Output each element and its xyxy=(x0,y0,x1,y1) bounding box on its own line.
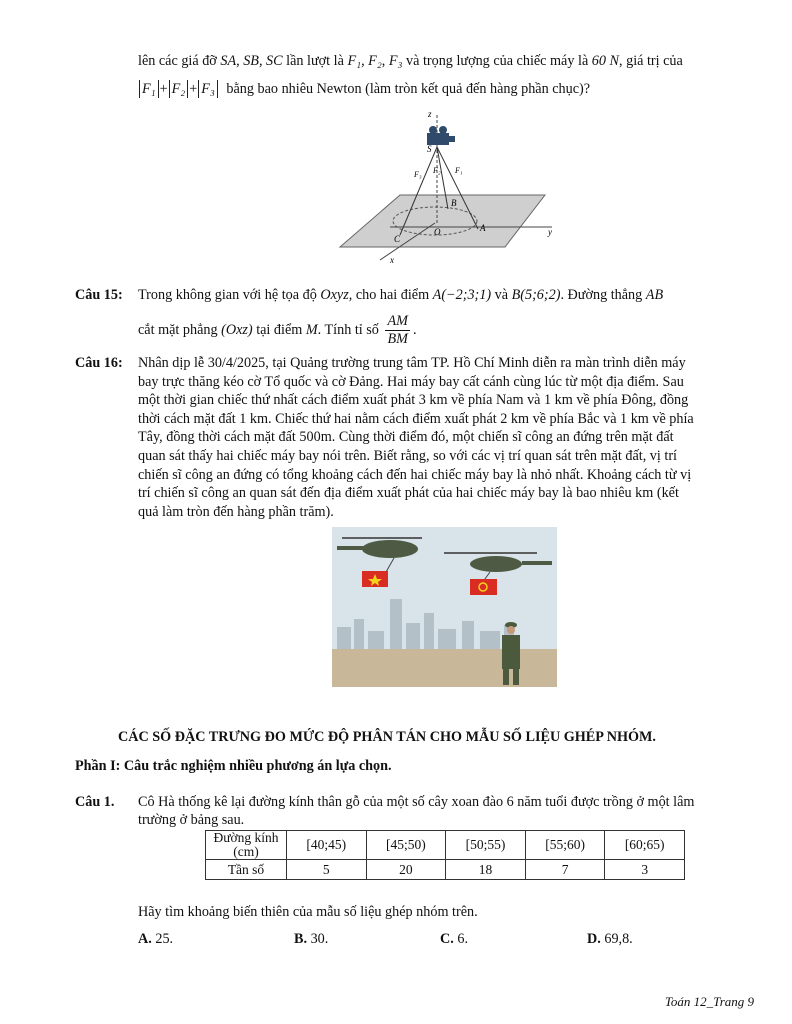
option-c[interactable] xyxy=(440,930,468,948)
option-text: 6. xyxy=(457,931,468,947)
header-unit: (cm) xyxy=(233,844,259,859)
section-title: CÁC SỐ ĐẶC TRƯNG ĐO MỨC ĐỘ PHÂN TÁN CHO MẪU SỐ LIỆU GHÉP NHÓM. xyxy=(118,729,656,745)
q16-line: chiến sĩ công an đứng có tổng khoảng cách đến hai chiếc máy bay là nhỏ nhất. Khoảng cách từ vị xyxy=(138,466,692,483)
page-footer: Toán 12_Trang 9 xyxy=(664,994,754,1009)
q15-label: Câu 15: xyxy=(75,287,123,303)
text: . Tính tỉ số xyxy=(317,322,379,338)
freq-cell: 20 xyxy=(366,860,446,880)
abs-f1: F₁ xyxy=(139,80,159,98)
interval-cell: [50;55) xyxy=(446,831,526,860)
text: cắt mặt phẳng xyxy=(138,322,218,338)
label-s: S xyxy=(427,144,432,154)
fraction-denominator: BM xyxy=(387,331,408,348)
text: lần lượt là xyxy=(286,53,344,69)
q1-line-2: trường ở bảng sau. xyxy=(138,812,245,828)
text: và trọng lượng của chiếc máy là xyxy=(406,53,589,69)
tripod-figure xyxy=(330,105,560,265)
q1-question: Hãy tìm khoảng biến thiên của mẫu số liệu ghép nhóm trên. xyxy=(138,904,478,920)
plus: + xyxy=(189,81,198,97)
q16-line: trí chiến sĩ công an quan sát đến địa điểm xuất phát của hai chiếc máy bay là bao nhiêu km (kết xyxy=(138,485,679,502)
q16-line: Nhân dịp lễ 30/4/2025, tại Quảng trường trung tâm TP. Hồ Chí Minh diễn ra màn trình diễn máy xyxy=(138,355,686,371)
text: , cho hai điểm xyxy=(348,287,430,303)
freq-label-cell: Tần số xyxy=(206,860,287,880)
freq-cell: 3 xyxy=(605,860,685,880)
text: , giá trị của xyxy=(619,53,683,69)
q1-label: Câu 1. xyxy=(75,794,115,810)
option-text: 69,8. xyxy=(604,931,633,947)
header-cell xyxy=(206,831,287,860)
q16-line: quả làm tròn đến hàng phần trăm). xyxy=(138,503,334,520)
ground xyxy=(332,649,557,687)
header-label: Đường kính xyxy=(213,830,279,845)
text: . Đường thẳng xyxy=(560,287,643,303)
ratio-fraction xyxy=(385,313,410,348)
q16-line: thời cách mặt đất 1 km. Chiếc thứ hai nằm cách điểm xuất phát 2 km về phía Bắc và 1 km về phía xyxy=(138,410,694,427)
flag-party xyxy=(470,579,497,595)
option-key: A. xyxy=(138,931,152,947)
flag-vietnam xyxy=(362,571,388,587)
option-text: 30. xyxy=(310,931,329,947)
text: và xyxy=(494,287,509,303)
table-row xyxy=(206,831,685,860)
label-a: A xyxy=(480,223,486,233)
freq-cell: 5 xyxy=(287,860,367,880)
coord-system: Oxyz xyxy=(320,287,349,303)
interval-cell: [45;50) xyxy=(366,831,446,860)
text: lên các giá đỡ xyxy=(138,53,217,69)
plus: + xyxy=(159,81,168,97)
plane-oxz: (Oxz) xyxy=(221,322,253,338)
intro-line-1: lên các giá đỡ SA, SB, SC lần lượt là F₁, F₂, F₃ và trọng lượng của chiếc máy là 60 N, giá trị của xyxy=(138,53,683,69)
line-ab: AB xyxy=(645,287,664,303)
text: SA, SB, SC xyxy=(220,53,283,69)
label-y: y xyxy=(548,227,552,237)
label-x: x xyxy=(390,255,394,265)
interval-cell: [40;45) xyxy=(287,831,367,860)
label-f3: F₃ xyxy=(414,170,422,179)
q16-line: một thời gian chiếc thứ nhất cách điểm xuất phát 3 km về phía Nam và 1 km về phía Đông, đồng xyxy=(138,392,689,409)
option-key: D. xyxy=(587,931,601,947)
fraction-numerator: AM xyxy=(387,313,408,330)
abs-f2: F₂ xyxy=(169,80,189,98)
interval-cell: [60;65) xyxy=(605,831,685,860)
abs-f3: F₃ xyxy=(198,80,218,98)
intro-line-2 xyxy=(138,80,590,98)
text: tại điểm xyxy=(256,322,303,338)
label-o: O xyxy=(434,227,441,237)
label-c: C xyxy=(394,234,401,244)
freq-cell: 7 xyxy=(525,860,605,880)
q16-line: bay trực thăng kéo cờ Tổ quốc và cờ Đảng. Hai máy bay cất cánh cùng lúc từ một địa điểm. Sau xyxy=(138,373,684,390)
option-key: C. xyxy=(440,931,454,947)
option-a[interactable] xyxy=(138,930,173,948)
option-b[interactable] xyxy=(294,930,328,948)
option-key: B. xyxy=(294,931,308,947)
frequency-table xyxy=(205,830,685,880)
text: . xyxy=(412,322,417,338)
point-a: A(−2;3;1) xyxy=(432,287,492,303)
helicopter-illustration xyxy=(332,527,557,687)
label-f2: F₂ xyxy=(433,166,441,175)
label-z: z xyxy=(428,109,432,119)
vector-f2: F₂ xyxy=(368,53,382,69)
point-m: M xyxy=(305,322,318,338)
camera-reel xyxy=(439,126,447,134)
vector-f3: F₃ xyxy=(388,53,403,69)
q16-body xyxy=(138,354,758,521)
freq-cell: 18 xyxy=(446,860,526,880)
label-b: B xyxy=(451,198,457,208)
part-title: Phần I: Câu trắc nghiệm nhiều phương án lựa chọn. xyxy=(75,758,392,774)
interval-cell: [55;60) xyxy=(525,831,605,860)
table-row xyxy=(206,860,685,880)
vector-f1: F₁ xyxy=(347,53,362,69)
q1-line-1: Cô Hà thống kê lại đường kính thân gỗ của một số cây xoan đào 6 năm tuổi được trồng ở một lâm xyxy=(138,794,695,810)
option-d[interactable] xyxy=(587,930,633,948)
camera-reel xyxy=(429,126,437,134)
weight-value: 60 N xyxy=(591,53,619,69)
q16-label: Câu 16: xyxy=(75,355,123,371)
text: bằng bao nhiêu Newton (làm tròn kết quả đến hàng phần chục)? xyxy=(226,81,591,97)
text: Trong không gian với hệ tọa độ xyxy=(138,287,317,303)
option-text: 25. xyxy=(155,931,174,947)
label-f1: F₁ xyxy=(455,166,463,175)
q16-line: Tây, đồng thời cách mặt đất 500m. Cùng thời điểm đó, một chiến sĩ công an đứng trên mặt đất xyxy=(138,429,674,446)
q15-line-2 xyxy=(138,310,417,350)
q16-line: quan sát thấy hai chiếc máy bay nói trên. Biết rằng, so với các vị trí quan sát trên mặt đất, vị trí xyxy=(138,447,677,464)
point-b: B(5;6;2) xyxy=(511,287,561,303)
camera-lens xyxy=(449,136,455,142)
ground-plane xyxy=(340,195,545,247)
q15-line-1 xyxy=(138,286,663,304)
